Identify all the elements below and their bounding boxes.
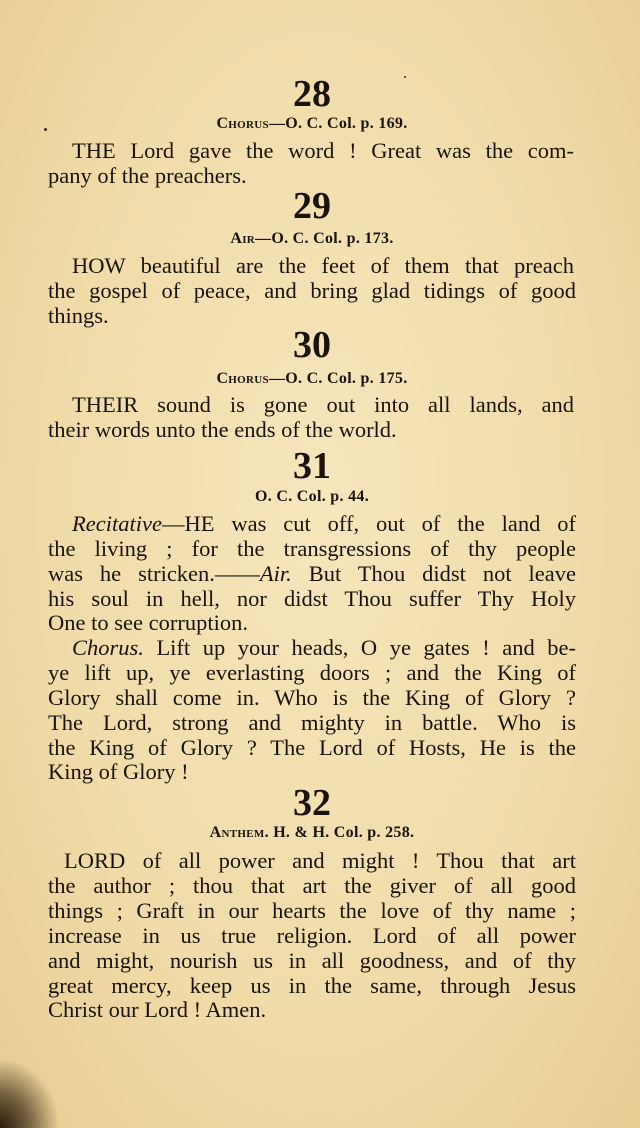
heading-source: —O. C. Col. p. 175. (268, 370, 408, 387)
heading-source: —O. C. Col. p. 169. (268, 115, 408, 132)
text-line: increase in us true religion. Lord of all power (48, 923, 576, 948)
text-line: his soul in hell, nor didst Thou suffer Thy Holy (48, 586, 576, 611)
section-number-31: 31 (293, 445, 331, 487)
air-label: Air. (259, 561, 292, 586)
text-line: THE Lord gave the word ! Great was the com- (72, 138, 574, 163)
text-line: HOW beautiful are the feet of them that preach (72, 253, 574, 278)
section-heading-32 (0, 823, 624, 843)
text-line: King of Glory ! (48, 759, 189, 784)
section-heading-31 (0, 487, 624, 507)
heading-label: Chorus (216, 115, 269, 132)
heading-label: Chorus (216, 370, 269, 387)
heading-label: Air (230, 230, 256, 247)
text-line: great mercy, keep us in the same, through Jesus (48, 973, 576, 998)
text-line: the living ; for the transgressions of thy people (48, 536, 576, 561)
text-segment: But Thou didst not leave (291, 561, 576, 586)
text-segment: Lift up your heads, O ye gates ! and be- (143, 635, 576, 660)
heading-label: Anthem. (209, 824, 269, 841)
section-number-32: 32 (293, 782, 331, 824)
text-line: LORD of all power and might ! Thou that art (64, 848, 576, 873)
text-line: the author ; thou that art the giver of all good (48, 873, 576, 898)
text-line: things. (48, 303, 109, 328)
text-line (48, 562, 576, 586)
text-line: Glory shall come in. Who is the King of Glory ? (48, 685, 576, 710)
text-line (72, 512, 576, 536)
section-heading-28 (0, 114, 624, 134)
text-line (72, 636, 576, 660)
text-line: things ; Graft in our hearts the love of thy name ; (48, 898, 576, 923)
page-corner-shadow (0, 1058, 60, 1128)
text-line: One to see corruption. (48, 610, 248, 635)
text-line: THEIR sound is gone out into all lands, and (72, 392, 574, 417)
text-line: The Lord, strong and mighty in battle. Who is (48, 710, 576, 735)
heading-source: —O. C. Col. p. 173. (255, 230, 394, 247)
text-line: their words unto the ends of the world. (48, 417, 397, 442)
text-line: pany of the preachers. (48, 163, 247, 188)
text-segment: was he stricken.—— (48, 561, 260, 586)
text-line: ye lift up, ye everlasting doors ; and the King of (48, 660, 576, 685)
recitative-label: Recitative (72, 511, 162, 536)
heading-source: O. C. Col. p. 44. (255, 488, 369, 505)
text-segment: —HE was cut off, out of the land of (161, 511, 576, 536)
section-heading-30 (0, 369, 624, 389)
text-line: the gospel of peace, and bring glad tidings of good (48, 278, 576, 303)
heading-source: H. & H. Col. p. 258. (268, 824, 415, 841)
section-heading-29 (0, 229, 624, 249)
text-line: and might, nourish us in all goodness, and of thy (48, 948, 576, 973)
section-number-28: 28 (293, 73, 331, 115)
section-number-30: 30 (293, 324, 331, 366)
section-number-29: 29 (293, 185, 331, 227)
chorus-label: Chorus. (72, 635, 144, 660)
text-line: the King of Glory ? The Lord of Hosts, He is the (48, 735, 576, 760)
text-line: Christ our Lord ! Amen. (48, 997, 267, 1022)
